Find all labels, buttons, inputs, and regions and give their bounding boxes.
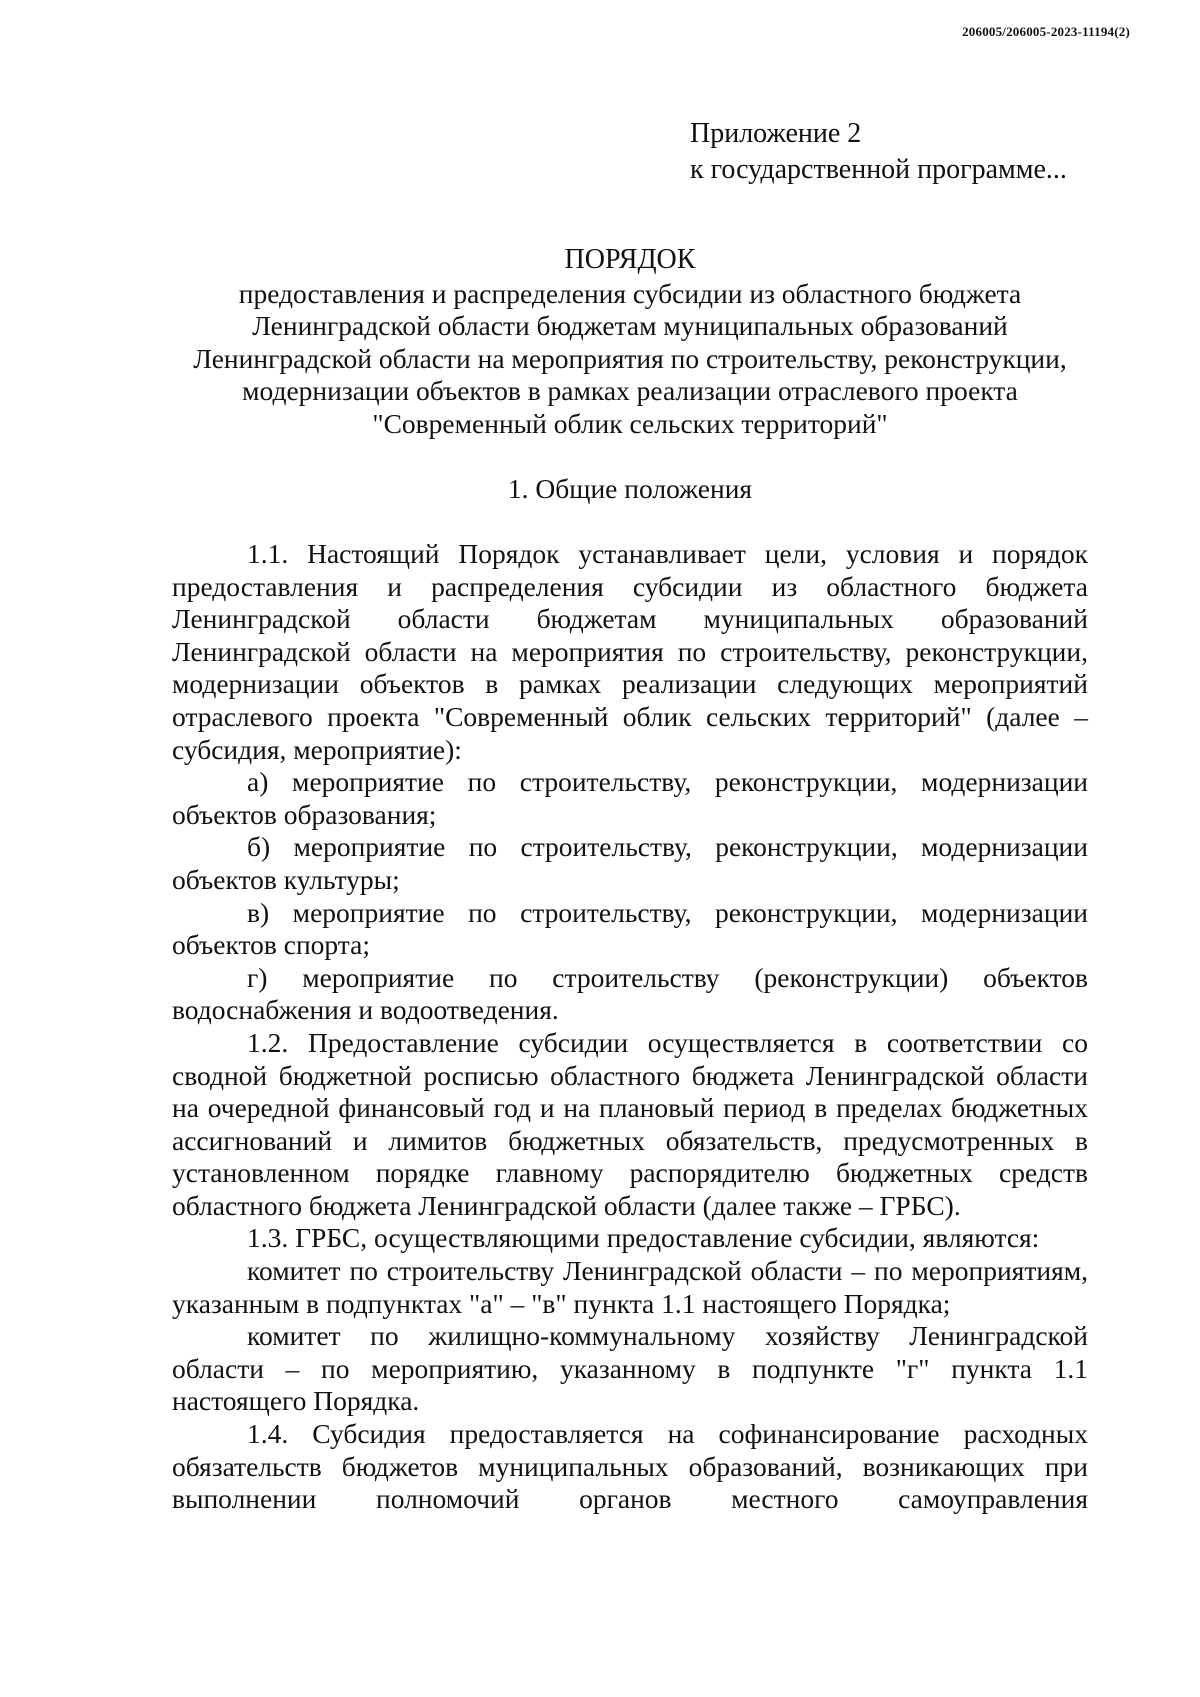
- paragraph-1-3-a: комитет по строительству Ленинградской области – по мероприятиям, указанным в подпунктах "а" – "в" пункта 1.1 настоящего Порядка;: [172, 1255, 1088, 1319]
- paragraph-1-3: 1.3. ГРБС, осуществляющими предоставление субсидии, являются:: [247, 1222, 1040, 1254]
- title-line-2: Ленинградской области бюджетам муниципальных образований: [252, 310, 1008, 341]
- document-body: [172, 538, 1088, 1516]
- paragraph-item-v: в) мероприятие по строительству, реконструкции, модернизации объектов спорта;: [172, 896, 1088, 961]
- paragraph-1-1: 1.1. Настоящий Порядок устанавливает цели, условия и порядок предоставления и распределения субсидии из областного бюджета Ленинградской области бюджетам муниципальных образований Ленинградской области на мероприятия по строительству, реконструкции, модернизации объектов в рамках реализации следующих мероприятий отраслевого проекта "Современный облик сельских территорий" (далее – субсидия, мероприятие):: [172, 538, 1088, 765]
- section-heading: 1. Общие положения: [507, 473, 753, 504]
- appendix-note: [690, 116, 1067, 188]
- title-line-4: модернизации объектов в рамках реализации отраслевого проекта: [242, 375, 1018, 406]
- appendix-line-1: Приложение 2: [690, 118, 862, 149]
- paragraph-item-a: а) мероприятие по строительству, реконструкции, модернизации объектов образования;: [172, 766, 1088, 830]
- document-title: [170, 244, 1090, 440]
- paragraph-1-2: 1.2. Предоставление субсидии осуществляется в соответствии со сводной бюджетной росписью областного бюджета Ленинградской области на очередной финансовый год и на плановый период в пределах бюджетных ассигнований и лимитов бюджетных обязательств, предусмотренных в установленном порядке главному распорядителю бюджетных средств областного бюджета Ленинградской области (далее также – ГРБС).: [172, 1026, 1088, 1221]
- title-line-5: "Современный облик сельских территорий": [372, 407, 888, 439]
- appendix-line-2: к государственной программе...: [690, 154, 1067, 185]
- title-line-3: Ленинградской области на мероприятия по строительству, реконструкции,: [193, 342, 1067, 374]
- paragraph-1-4: 1.4. Субсидия предоставляется на софинансирование расходных обязательств бюджетов муниципальных образований, возникающих при выполнении полномочий органов местного самоуправления: [172, 1418, 1088, 1515]
- paragraph-1-3-b: комитет по жилищно-коммунальному хозяйству Ленинградской области – по мероприятию, указанному в подпункте "г" пункта 1.1 настоящего Порядка.: [172, 1320, 1088, 1417]
- document-id: 206005/206005-2023-11194(2): [962, 24, 1130, 39]
- paragraph-item-b: б) мероприятие по строительству, реконструкции, модернизации объектов культуры;: [172, 831, 1088, 895]
- paragraph-item-g: г) мероприятие по строительству (реконструкции) объектов водоснабжения и водоотведения.: [172, 961, 1088, 1026]
- title-main: ПОРЯДОК: [564, 244, 696, 275]
- title-line-1: предоставления и распределения субсидии из областного бюджета: [238, 277, 1022, 309]
